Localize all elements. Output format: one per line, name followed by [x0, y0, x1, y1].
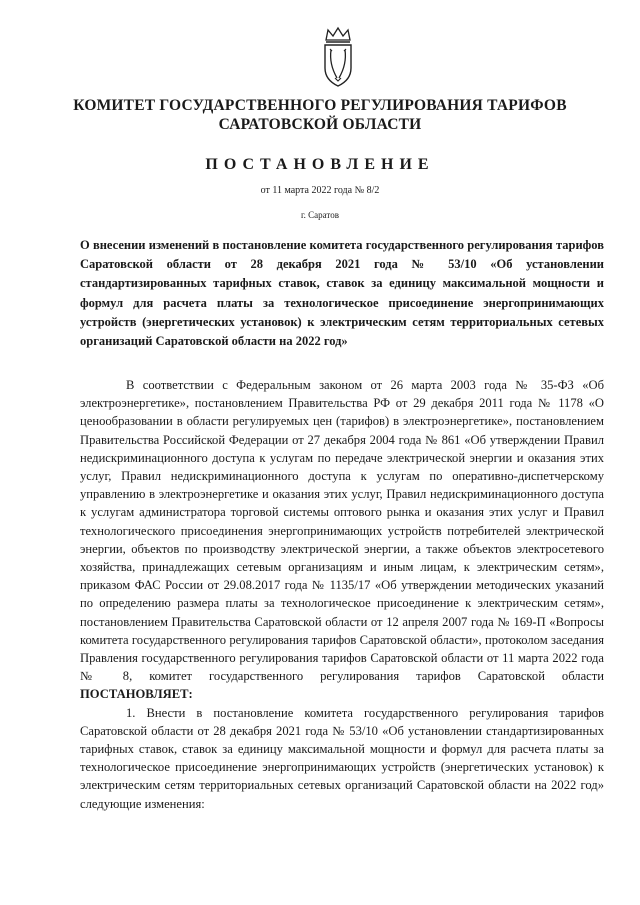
committee-name-line1: КОМИТЕТ ГОСУДАРСТВЕННОГО РЕГУЛИРОВАНИЯ ТАРИФОВ: [73, 97, 567, 114]
coat-of-arms-icon: [318, 26, 358, 88]
document-place: г. Саратов: [301, 210, 339, 220]
item-1-paragraph: 1. Внести в постановление комитета государственного регулирования тарифов Саратовской области от 28 декабря 2021 года № 53/10 «Об установлении стандартизированных тарифных ставок, ставок за единицу максимальной мощности и формул для расчета платы за технологическое присоединение энергопринимающих устройств (энергетических установок) к электрическим сетям территориальных сетевых организаций Саратовской области на 2022 год» следующие изменения:: [80, 705, 604, 811]
document-body: [80, 376, 604, 813]
committee-name-line2: САРАТОВСКОЙ ОБЛАСТИ: [218, 116, 422, 133]
resolves-keyword: ПОСТАНОВЛЯЕТ:: [80, 687, 193, 702]
document-date: от 11 марта 2022 года № 8/2: [260, 185, 380, 196]
document-type: ПОСТАНОВЛЕНИЕ: [205, 156, 435, 173]
document-title: О внесении изменений в постановление комитета государственного регулирования тарифов Саратовской области от 28 декабря 2021 года № 53/10 «Об установлении стандартизированных тарифных ставок, ставок за единицу максимальной мощности и формул для расчета платы за технологическое присоединение энергопринимающих устройств (энергетических установок) к электрическим сетям территориальных сетевых организаций Саратовской области на 2022 год»: [80, 238, 604, 349]
preamble-text: В соответствии с Федеральным законом от 26 марта 2003 года № 35-ФЗ «Об электроэнергетике», постановлением Правительства РФ от 29 декабря 2011 года № 1178 «О ценообразовании в области регулируемых цен (тарифов) в электроэнергетике», постановлением Правительства Российской Федерации от 27 декабря 2004 года № 861 «Об утверждении Правил недискриминационного доступа к услугам по передаче электрической энергии и оказания этих услуг, Правил недискриминационного доступа к услугам по оперативно-диспетчерскому управлению в электроэнергетике и оказания этих услуг, Правил недискриминационного доступа к услугам администратора торговой системы оптового рынка и оказания этих услуг и Правил технологического присоединения энергопринимающих устройств потребителей электрической энергии, объектов по производству электрической энергии, а также объектов электросетевого хозяйства, принадлежащих сетевым организациям и иным лицам, к электрическим сетям», приказом ФАС России от 29.08.2017 года № 1135/17 «Об утверждении методических указаний по определению размера платы за технологическое присоединение к электрическим сетям», постановлением Правительства Саратовской области от 12 апреля 2007 года № 169-П «Вопросы комитета государственного регулирования тарифов Саратовской области», протоколом заседания Правления государственного регулирования тарифов Саратовской области от 11 марта 2022 года № 8, комитет государственного регулирования тарифов Саратовской области: [80, 378, 604, 684]
preamble-paragraph: [80, 376, 604, 704]
